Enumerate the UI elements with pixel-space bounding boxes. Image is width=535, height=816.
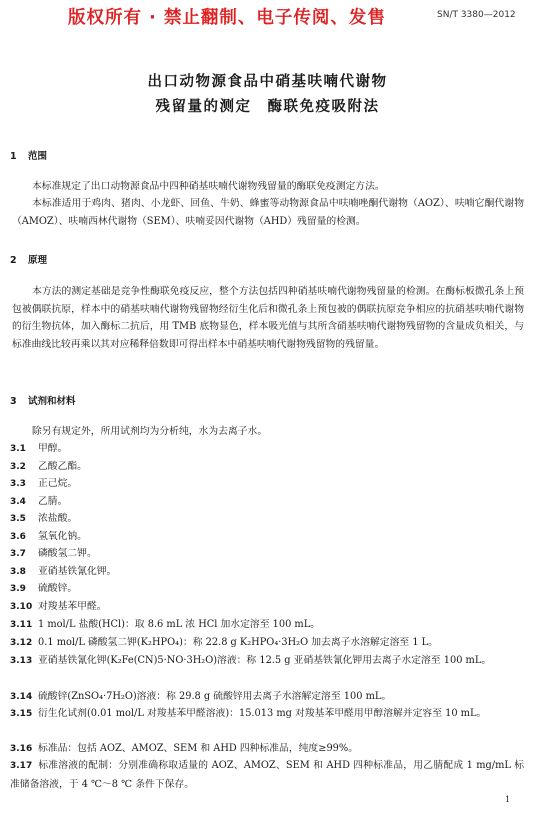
section-number: 2: [10, 255, 17, 266]
reagent-item: 3.9 硫酸锌。: [10, 583, 78, 594]
section-title: 原理: [28, 255, 48, 266]
scope-paragraph-2: 本标准适用于鸡肉、猪肉、小龙虾、回鱼、牛奶、蜂蜜等动物源食品中呋喃唑酮代谢物（AOZ）、呋喃它酮代谢物（AMOZ）、呋喃西林代谢物（SEM）、呋喃妥因代谢物（AHD）残留量的检测。: [12, 198, 524, 227]
section-heading-scope: [10, 148, 47, 162]
reagent-item: 3.2 乙酸乙酯。: [10, 461, 87, 472]
reagent-item: 3.4 乙腈。: [10, 496, 68, 507]
reagent-item: 3.13 亚硝基铁氰化钾(K₂Fe(CN)5·NO·3H₂O)溶液：称 12.5 g 亚硝基铁氰化钾用去离子水定溶至 100 mL。: [10, 655, 492, 666]
reagent-item: 3.7 磷酸氢二钾。: [10, 548, 97, 559]
document-title-line1: 出口动物源食品中硝基呋喃代谢物: [147, 74, 388, 90]
reagent-item: 3.1 甲醇。: [10, 443, 68, 454]
copyright-banner: 版权所有 · 禁止翻制、电子传阅、发售: [68, 8, 386, 28]
reagent-item: 3.5 浓盐酸。: [10, 513, 78, 524]
document-title-line2: 残留量的测定 酶联免疫吸附法: [155, 99, 380, 115]
reagent-item: 3.15 衍生化试剂(0.01 mol/L 对羧基苯甲醛溶液)：15.013 mg 对羧基苯甲醛用甲醇溶解并定容至 10 mL。: [10, 708, 487, 719]
reagent-item: 3.10 对羧基苯甲醛。: [10, 601, 107, 612]
reagent-item: 3.6 氢氧化钠。: [10, 531, 87, 542]
reagents-intro: 除另有规定外，所用试剂均为分析纯，水为去离子水。: [32, 426, 268, 437]
standard-number: SN/T 3380—2012: [437, 10, 516, 20]
reagent-item: 3.11 1 mol/L 盐酸(HCl)：取 8.6 mL 浓 HCl 加水定溶至 100 mL。: [10, 619, 321, 630]
scope-paragraph-1: 本标准规定了出口动物源食品中四种硝基呋喃代谢物残留量的酶联免疫测定方法。: [32, 181, 385, 192]
reagent-item: 3.14 硫酸锌(ZnSO₄·7H₂O)溶液：称 29.8 g 硫酸锌用去离子水溶解定溶至 100 mL。: [10, 691, 392, 702]
reagent-item: 3.16 标准品：包括 AOZ、AMOZ、SEM 和 AHD 四种标准品，纯度≥99%。: [10, 743, 359, 754]
reagent-item: 3.17 标准溶液的配制：分别准确称取适量的 AOZ、AMOZ、SEM 和 AHD 四种标准品，用乙腈配成 1 mg/mL 标准储备溶液，于 4 ℃～8 ℃ 条件下保存。: [10, 760, 524, 790]
section-heading-reagents: [10, 393, 76, 407]
section-heading-principle: [10, 252, 47, 266]
section-title: 试剂和材料: [28, 396, 76, 407]
page-number: 1: [505, 795, 511, 804]
reagent-item: 3.3 正己烷。: [10, 478, 78, 489]
reagent-item: 3.8 亚硝基铁氰化钾。: [10, 566, 117, 577]
section-number: 1: [10, 151, 17, 162]
section-title: 范围: [28, 151, 48, 162]
section-number: 3: [10, 396, 17, 407]
reagent-item: 3.12 0.1 mol/L 磷酸氢二钾(K₂HPO₄)：称 22.8 g K₂HPO₄·3H₂O 加去离子水溶解定溶至 1 L。: [10, 637, 438, 648]
principle-paragraph-1: 本方法的测定基础是竞争性酶联免疫反应，整个方法包括四种硝基呋喃代谢物残留量的检测。在酶标板微孔条上预包被偶联抗原，样本中的硝基呋喃代谢物残留物经衍生化后和微孔条上预包被的偶联抗原竞争相应的抗硝基呋喃代谢物的衍生物抗体，加入酶标二抗后，用 TMB 底物显色，样本吸光值与其所含硝基呋喃代谢物残留物的含量成负相关，与标准曲线比较再乘以其对应稀释倍数即可得出样本中硝基呋喃代谢物残留物的残留量。: [12, 286, 524, 350]
